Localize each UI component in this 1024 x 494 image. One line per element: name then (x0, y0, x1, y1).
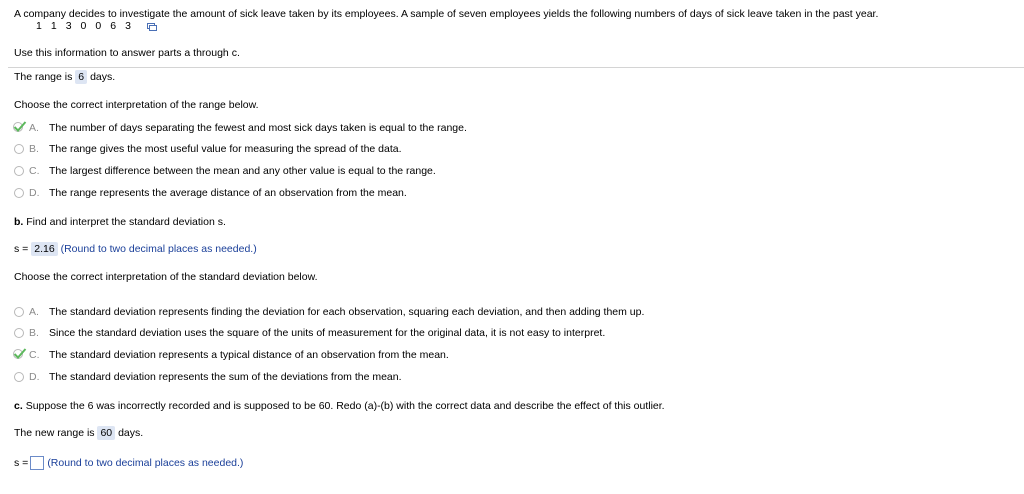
part-c-label: c. (14, 400, 23, 412)
data-values (36, 20, 166, 32)
option-letter: D. (29, 187, 40, 199)
radio-button[interactable] (14, 166, 24, 176)
range-option-b[interactable] (14, 143, 402, 155)
instruction-text: Use this information to answer parts a through c. (14, 47, 240, 59)
range-option-d[interactable] (14, 187, 407, 199)
new-sd-rounding-hint: (Round to two decimal places as needed.) (47, 456, 244, 469)
new-range-prefix: The new range is (14, 427, 95, 439)
sd-answer-box: 2.16 (31, 242, 57, 256)
sd-option-c[interactable] (14, 349, 449, 361)
data-value: 1 (36, 20, 42, 32)
new-range-suffix: days. (118, 427, 144, 439)
option-text: The range gives the most useful value for measuring the spread of the data. (49, 143, 402, 155)
range-option-a[interactable] (14, 122, 467, 134)
radio-button[interactable] (14, 328, 24, 338)
radio-button[interactable] (14, 144, 24, 154)
option-letter: C. (29, 165, 40, 177)
sd-option-b[interactable] (14, 327, 605, 339)
option-text: The largest difference between the mean and any other value is equal to the range. (49, 165, 436, 177)
new-sd-prefix: s = (14, 456, 29, 469)
copy-data-icon[interactable] (147, 22, 157, 30)
part-b-text: Find and interpret the standard deviation s. (26, 216, 226, 228)
radio-button[interactable] (14, 188, 24, 198)
part-c-text: Suppose the 6 was incorrectly recorded and is supposed to be 60. Redo (a)-(b) with the correct data and describe the effect of this outlier. (25, 400, 665, 412)
option-letter: A. (29, 122, 39, 134)
option-letter: B. (29, 143, 39, 155)
option-text: The range represents the average distance of an observation from the mean. (49, 187, 407, 199)
option-letter: A. (29, 306, 39, 318)
data-value: 3 (65, 20, 72, 32)
checkmark-icon (14, 350, 24, 360)
part-b-label: b. (14, 216, 24, 228)
range-answer-line (14, 71, 115, 83)
range-question: Choose the correct interpretation of the range below. (14, 99, 259, 111)
radio-button[interactable] (14, 307, 24, 317)
sd-option-d[interactable] (14, 371, 402, 383)
range-suffix: days. (90, 71, 116, 83)
sd-answer-line (14, 243, 257, 255)
option-letter: D. (29, 371, 40, 383)
range-prefix: The range is (14, 71, 73, 83)
sd-question: Choose the correct interpretation of the standard deviation below. (14, 271, 318, 283)
option-text: The standard deviation represents the sum of the deviations from the mean. (49, 371, 402, 383)
data-value: 0 (95, 20, 102, 32)
problem-intro: A company decides to investigate the amount of sick leave taken by its employees. A sample of seven employees yields the following numbers of days of sick leave taken in the past year. (14, 8, 879, 20)
part-c-heading (14, 400, 665, 412)
radio-button[interactable] (14, 372, 24, 382)
data-value: 0 (80, 20, 87, 32)
new-range-answer-box: 60 (97, 426, 115, 440)
data-value: 3 (125, 20, 131, 32)
new-sd-input[interactable] (30, 456, 44, 470)
divider (8, 67, 1024, 68)
data-value: 6 (110, 20, 117, 32)
sd-rounding-hint: (Round to two decimal places as needed.) (60, 243, 257, 255)
option-text: The number of days separating the fewest and most sick days taken is equal to the range. (49, 122, 467, 134)
new-range-line (14, 427, 143, 439)
range-option-c[interactable] (14, 165, 436, 177)
option-letter: B. (29, 327, 39, 339)
option-text: The standard deviation represents finding the deviation for each observation, squaring each deviation, and then adding them up. (49, 306, 645, 318)
range-answer-box: 6 (75, 70, 87, 84)
part-b-heading (14, 216, 226, 228)
option-text: The standard deviation represents a typical distance of an observation from the mean. (49, 349, 449, 361)
option-text: Since the standard deviation uses the square of the units of measurement for the original data, it is not easy to interpret. (49, 327, 606, 339)
data-value: 1 (50, 20, 57, 32)
checkmark-icon (14, 123, 24, 133)
sd-option-a[interactable] (14, 306, 644, 318)
option-letter: C. (29, 349, 40, 361)
sd-prefix: s = (14, 243, 29, 255)
new-sd-line (14, 456, 243, 470)
